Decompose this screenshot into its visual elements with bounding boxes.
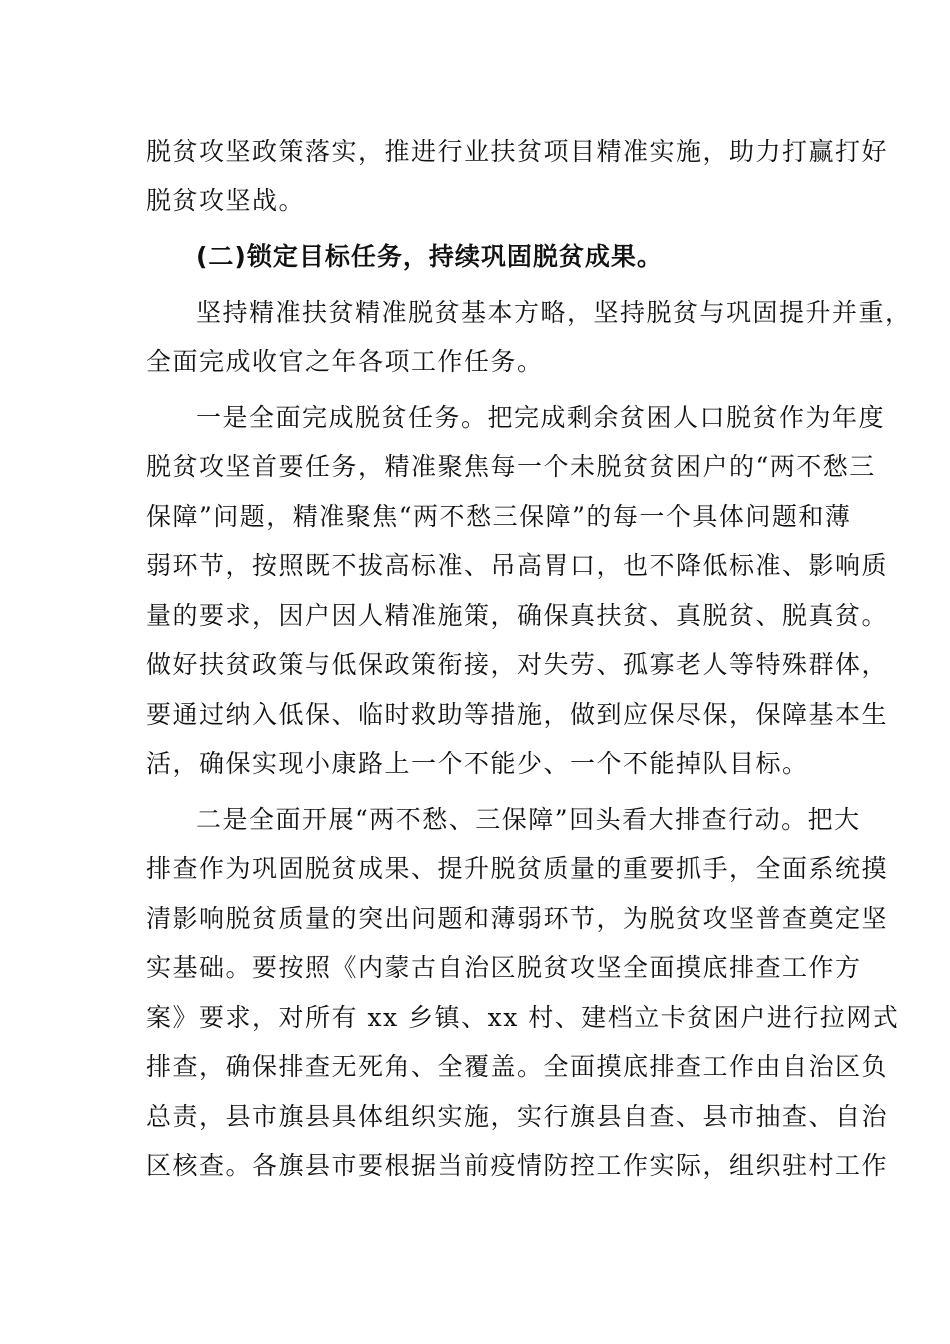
body-text-line: 排查，确保排查无死角、全覆盖。全面摸底排查工作由自治区负	[146, 1052, 889, 1081]
body-text-line: 脱贫攻坚战。	[146, 186, 306, 215]
body-text-line: 脱贫攻坚政策落实，推进行业扶贫项目精准实施，助力打赢打好	[146, 137, 889, 166]
body-text-line: 量的要求，因户因人精准施策，确保真扶贫、真脱贫、脱真贫。	[146, 601, 889, 630]
body-text-line: 总责，县市旗县具体组织实施，实行旗县自查、县市抽查、自治	[146, 1102, 889, 1131]
paragraph-first-line: 二是全面开展“两不愁、三保障”回头看大排查行动。把大	[196, 805, 861, 834]
section-heading: (二)锁定目标任务，持续巩固脱贫成果。	[196, 242, 663, 271]
paragraph-first-line: 坚持精准扶贫精准脱贫基本方略，坚持脱贫与巩固提升并重，	[196, 298, 912, 327]
body-text-line: 清影响脱贫质量的突出问题和薄弱环节，为脱贫攻坚普查奠定坚	[146, 904, 889, 933]
body-text-line: 要通过纳入低保、临时救助等措施，做到应保尽保，保障基本生	[146, 700, 889, 729]
body-text-line: 区核查。各旗县市要根据当前疫情防控工作实际，组织驻村工作	[146, 1151, 889, 1180]
body-text-line: 保障”问题，精准聚焦“两不愁三保障”的每一个具体问题和薄	[146, 502, 852, 531]
body-text-line: 案》要求，对所有 xx 乡镇、xx 村、建档立卡贫困户进行拉网式	[146, 1003, 900, 1032]
body-text-line: 实基础。要按照《内蒙古自治区脱贫攻坚全面摸底排查工作方	[146, 953, 862, 982]
body-text-line: 弱环节，按照既不拔高标准、吊高胃口，也不降低标准、影响质	[146, 551, 889, 580]
body-text-line: 排查作为巩固脱贫成果、提升脱贫质量的重要抓手，全面系统摸	[146, 854, 889, 883]
paragraph-first-line: 一是全面完成脱贫任务。把完成剩余贫困人口脱贫作为年度	[196, 403, 886, 432]
body-text-line: 脱贫攻坚首要任务，精准聚焦每一个未脱贫贫困户的“两不愁三	[146, 452, 876, 481]
body-text-line: 活，确保实现小康路上一个不能少、一个不能掉队目标。	[146, 749, 809, 778]
body-text-line: 全面完成收官之年各项工作任务。	[146, 347, 544, 376]
body-text-line: 做好扶贫政策与低保政策衔接，对失劳、孤寡老人等特殊群体，	[146, 650, 889, 679]
